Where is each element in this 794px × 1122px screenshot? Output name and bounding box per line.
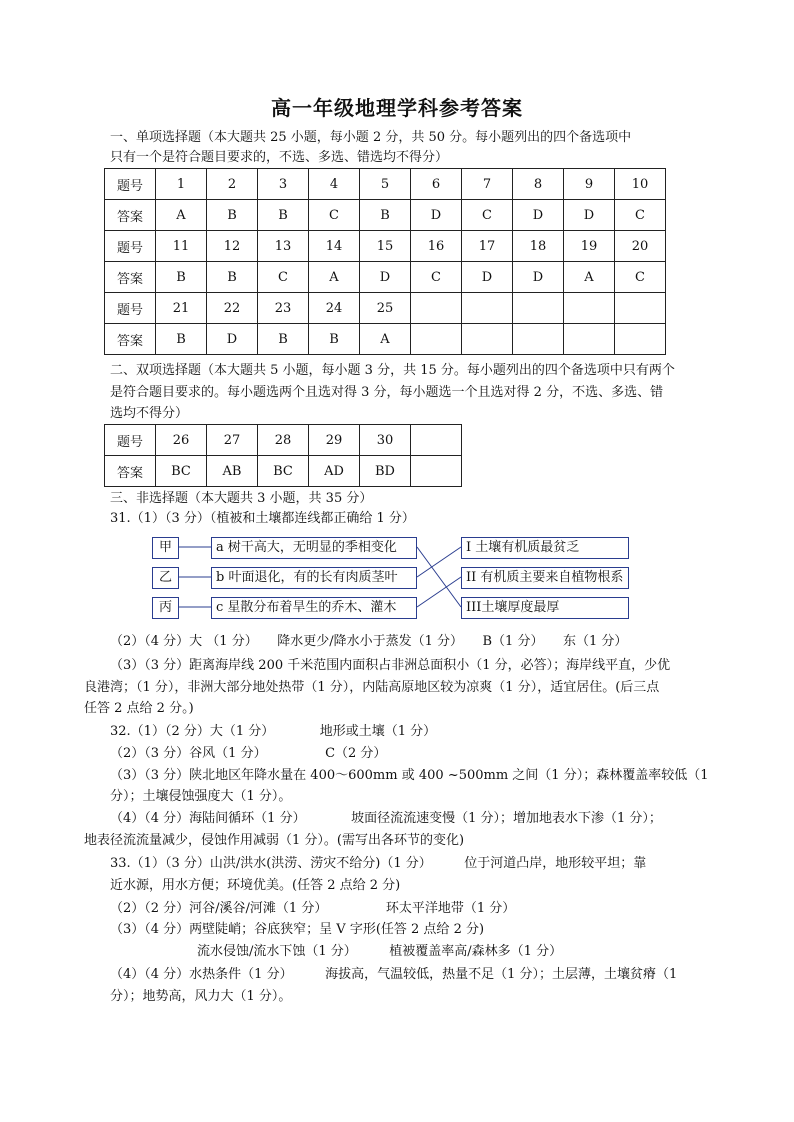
- table-cell: 15: [360, 231, 411, 262]
- table-cell: 13: [258, 231, 309, 262]
- table-cell: 21: [156, 293, 207, 324]
- table-cell: 25: [360, 293, 411, 324]
- q31-part2: （2）（4 分）大 （1 分） 降水更少/降水小于蒸发（1 分） B（1 分） 东（1 分）: [110, 634, 628, 649]
- table-cell: B: [156, 262, 207, 293]
- table-cell: 10: [615, 169, 666, 200]
- table-cell: D: [513, 262, 564, 293]
- table-cell: 18: [513, 231, 564, 262]
- table-cell: C: [462, 200, 513, 231]
- soil-ii: II 有机质主要来自植物根系: [461, 567, 629, 589]
- table-cell: C: [411, 262, 462, 293]
- vegetation-c: c 星散分布着旱生的乔木、灌木: [211, 597, 417, 619]
- section1-intro-line2: 只有一个是符合题目要求的，不选、多选、错选均不得分）: [110, 150, 449, 165]
- section2-intro-line2: 是符合题目要求的。每小题选两个且选对得 3 分，每小题选一个且选对得 2 分，不选、多选、错: [110, 385, 664, 400]
- table-cell: D: [360, 262, 411, 293]
- table-cell: 16: [411, 231, 462, 262]
- row-header-cell: 答案: [105, 456, 156, 487]
- table-cell: D: [207, 324, 258, 355]
- q33-part3-line1: （3）（4 分）两壁陡峭；谷底狭窄；呈 V 字形(任答 2 点给 2 分): [110, 922, 485, 937]
- q31-part3-line1: （3）（3 分）距离海岸线 200 千米范围内面积占非洲总面积小（1 分，必答）；海岸线平直，少优: [110, 658, 671, 673]
- page-title: 高一年级地理学科参考答案: [271, 96, 523, 120]
- table-cell: 23: [258, 293, 309, 324]
- q32-part4-line1: （4）（4 分）海陆间循环（1 分） 坡面径流流速变慢（1 分）；增加地表水下渗（1 分）；: [110, 811, 662, 826]
- table-cell: 7: [462, 169, 513, 200]
- q33-part3-line2: 流水侵蚀/流水下蚀（1 分） 植被覆盖率高/森林多（1 分）: [197, 944, 563, 959]
- table-cell: 19: [564, 231, 615, 262]
- table-cell: 28: [258, 425, 309, 456]
- q32-part3-line1: （3）（3 分）陕北地区年降水量在 400～600mm 或 400 ~500mm 之间（1 分）；森林覆盖率较低（1: [110, 768, 709, 783]
- table-cell: C: [615, 200, 666, 231]
- row-header-cell: 答案: [105, 262, 156, 293]
- table-cell: A: [360, 324, 411, 355]
- q32-part2: （2）（3 分）谷风（1 分） C（2 分）: [110, 746, 387, 761]
- vegetation-b: b 叶面退化，有的长有肉质茎叶: [211, 567, 417, 589]
- table-cell: 11: [156, 231, 207, 262]
- table-cell: B: [360, 200, 411, 231]
- table-cell: A: [309, 262, 360, 293]
- row-header-cell: 答案: [105, 200, 156, 231]
- row-header-cell: 答案: [105, 324, 156, 355]
- q32-part1: 32.（1）（2 分）大（1 分） 地形或土壤（1 分）: [110, 724, 437, 739]
- table-cell: C: [615, 262, 666, 293]
- table-cell: 27: [207, 425, 258, 456]
- table-cell: 2: [207, 169, 258, 200]
- table-cell: C: [258, 262, 309, 293]
- q31-part3-line2: 良港湾；（1 分），非洲大部分地处热带（1 分），内陆高原地区较为凉爽（1 分），适宜居住。(后三点: [84, 680, 660, 695]
- q31-part1: 31.（1）（3 分）（植被和土壤都连线都正确给 1 分）: [110, 511, 415, 526]
- table-cell: 17: [462, 231, 513, 262]
- table-cell: A: [156, 200, 207, 231]
- table-cell: B: [207, 262, 258, 293]
- table-cell: 1: [156, 169, 207, 200]
- table-cell: B: [258, 324, 309, 355]
- table-cell: 29: [309, 425, 360, 456]
- table-cell: 14: [309, 231, 360, 262]
- table-cell: B: [258, 200, 309, 231]
- table-cell: 26: [156, 425, 207, 456]
- q33-part4-line1: （4）（4 分）水热条件（1 分） 海拔高，气温较低，热量不足（1 分）；土层薄，土壤贫瘠（1: [110, 967, 678, 982]
- table-cell: 8: [513, 169, 564, 200]
- q33-part1-line2: 近水源，用水方便；环境优美。(任答 2 点给 2 分): [110, 878, 401, 893]
- row-header-cell: 题号: [105, 169, 156, 200]
- table-cell: AB: [207, 456, 258, 487]
- label-bing: 丙: [152, 597, 179, 619]
- table-cell: D: [411, 200, 462, 231]
- section2-intro-line1: 二、双项选择题（本大题共 5 小题，每小题 3 分，共 15 分。每小题列出的四个备选项中只有两个: [110, 363, 675, 378]
- table-cell: 6: [411, 169, 462, 200]
- q31-part3-line3: 任答 2 点给 2 分。): [84, 701, 194, 716]
- table-cell: 3: [258, 169, 309, 200]
- q33-part1-line1: 33.（1）（3 分）山洪/洪水(洪涝、涝灾不给分)（1 分） 位于河道凸岸，地形较平坦；靠: [110, 856, 647, 871]
- table-cell: 30: [360, 425, 411, 456]
- q33-part4-line2: 分）；地势高，风力大（1 分）。: [110, 989, 292, 1004]
- table-cell: B: [309, 324, 360, 355]
- table-cell: B: [207, 200, 258, 231]
- table-cell: BD: [360, 456, 411, 487]
- q32-part4-line2: 地表径流流量减少，侵蚀作用减弱（1 分）。(需写出各环节的变化): [84, 833, 465, 848]
- label-yi: 乙: [152, 567, 179, 589]
- table-cell: 4: [309, 169, 360, 200]
- q33-part2: （2）（2 分）河谷/溪谷/河滩（1 分） 环太平洋地带（1 分）: [110, 901, 516, 916]
- table-cell: 22: [207, 293, 258, 324]
- table-cell: B: [156, 324, 207, 355]
- row-header-cell: 题号: [105, 231, 156, 262]
- label-jia: 甲: [152, 537, 179, 559]
- table-cell: D: [462, 262, 513, 293]
- table-cell: D: [564, 200, 615, 231]
- table-cell: C: [309, 200, 360, 231]
- soil-i: I 土壤有机质最贫乏: [461, 537, 629, 559]
- table-cell: AD: [309, 456, 360, 487]
- section1-intro-line1: 一、单项选择题（本大题共 25 小题，每小题 2 分，共 50 分。每小题列出的四个备选项中: [110, 130, 632, 145]
- table-cell: 24: [309, 293, 360, 324]
- table-cell: 20: [615, 231, 666, 262]
- table-cell: 5: [360, 169, 411, 200]
- section3-heading: 三、非选择题（本大题共 3 小题，共 35 分）: [110, 491, 373, 506]
- table-cell: D: [513, 200, 564, 231]
- table-cell: 12: [207, 231, 258, 262]
- row-header-cell: 题号: [105, 425, 156, 456]
- row-header-cell: 题号: [105, 293, 156, 324]
- q32-part3-line2: 分）；土壤侵蚀强度大（1 分）。: [110, 789, 292, 804]
- table-cell: 9: [564, 169, 615, 200]
- soil-iii: III土壤厚度最厚: [461, 597, 629, 619]
- table-cell: BC: [156, 456, 207, 487]
- vegetation-a: a 树干高大，无明显的季相变化: [211, 537, 417, 559]
- table-cell: A: [564, 262, 615, 293]
- section2-intro-line3: 选均不得分）: [110, 406, 189, 421]
- table-cell: BC: [258, 456, 309, 487]
